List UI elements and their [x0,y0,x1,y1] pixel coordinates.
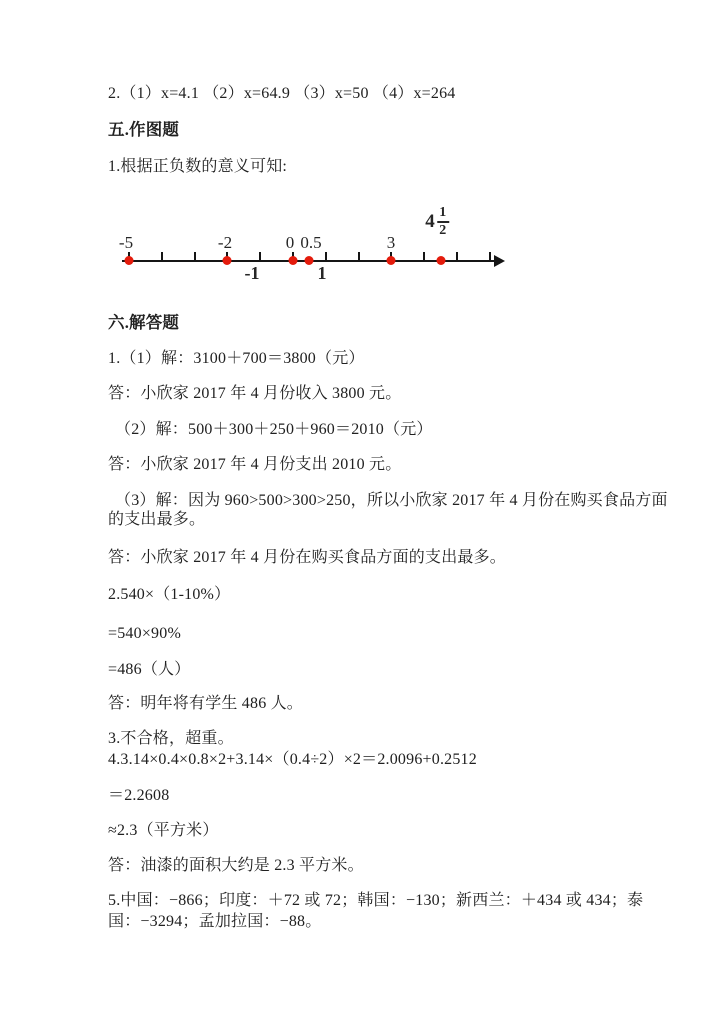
tick-mark [194,252,196,261]
answer-line: 国：−3294；孟加拉国：−88。 [108,913,322,930]
section-5-heading: 五.作图题 [108,120,180,139]
tick-mark [489,252,491,261]
tick-mark [259,252,261,261]
answer-line: 3.不合格，超重。 [108,730,234,747]
fraction-denominator: 2 [439,223,447,238]
solution-line: （2）解：500＋300＋250＋960＝2010（元） [115,421,433,438]
solution-line: =540×90% [108,625,181,642]
answer-line: 答：小欣家 2017 年 4 月份在购买食品方面的支出最多。 [108,549,507,566]
axis-arrow-icon [494,255,505,267]
point-dot-0-5 [305,256,314,265]
axis-label-1: 1 [317,263,327,283]
solution-line: ≈2.3（平方米） [108,822,219,839]
axis-label-4-and-half [425,206,449,238]
axis-label-neg-5: -5 [118,233,134,252]
answer-line: 答：油漆的面积大约是 2.3 平方米。 [108,857,364,874]
axis-label-0: 0 [285,233,295,252]
solution-line: 1.（1）解：3100＋700＝3800（元） [108,350,365,367]
solution-line: =486（人） [108,661,191,678]
answer-line-q2: 2.（1）x=4.1 （2）x=64.9 （3）x=50 （4）x=264 [108,85,456,102]
point-dot-3 [387,256,396,265]
point-dot-neg-5 [125,256,134,265]
solution-line: ＝2.2608 [108,787,170,804]
tick-mark [456,252,458,261]
tick-mark [423,252,425,261]
axis-label-0-5: 0.5 [300,233,322,252]
q1-intro-line: 1.根据正负数的意义可知: [108,158,288,175]
axis-label-3: 3 [386,233,396,252]
axis-label-neg-2: -2 [217,233,233,252]
point-dot-neg-2 [223,256,232,265]
axis-label-neg-1: -1 [244,263,260,283]
answer-line: 答：小欣家 2017 年 4 月份收入 3800 元。 [108,385,402,402]
number-line-figure [0,200,720,295]
solution-line: 4.3.14×0.4×0.8×2+3.14×（0.4÷2）×2＝2.0096+0.2512 [108,751,477,768]
tick-mark [325,252,327,261]
answer-line: 答：明年将有学生 486 人。 [108,695,304,712]
point-dot-4-half [436,256,445,265]
fraction [437,206,449,238]
answer-line: 5.中国：−866；印度：＋72 或 72；韩国：−130；新西兰：＋434 或 434；泰 [108,892,644,909]
section-6-heading: 六.解答题 [108,313,180,332]
fraction-numerator: 1 [439,205,447,220]
solution-line: 的支出最多。 [108,511,206,528]
solution-line: 2.540×（1-10%） [108,586,231,603]
mixed-number-whole: 4 [425,211,435,232]
solution-line: （3）解：因为 960>500>300>250，所以小欣家 2017 年 4 月份在购买食品方面 [115,492,668,509]
tick-mark [358,252,360,261]
answer-line: 答：小欣家 2017 年 4 月份支出 2010 元。 [108,456,402,473]
tick-mark [161,252,163,261]
point-dot-0 [289,256,298,265]
